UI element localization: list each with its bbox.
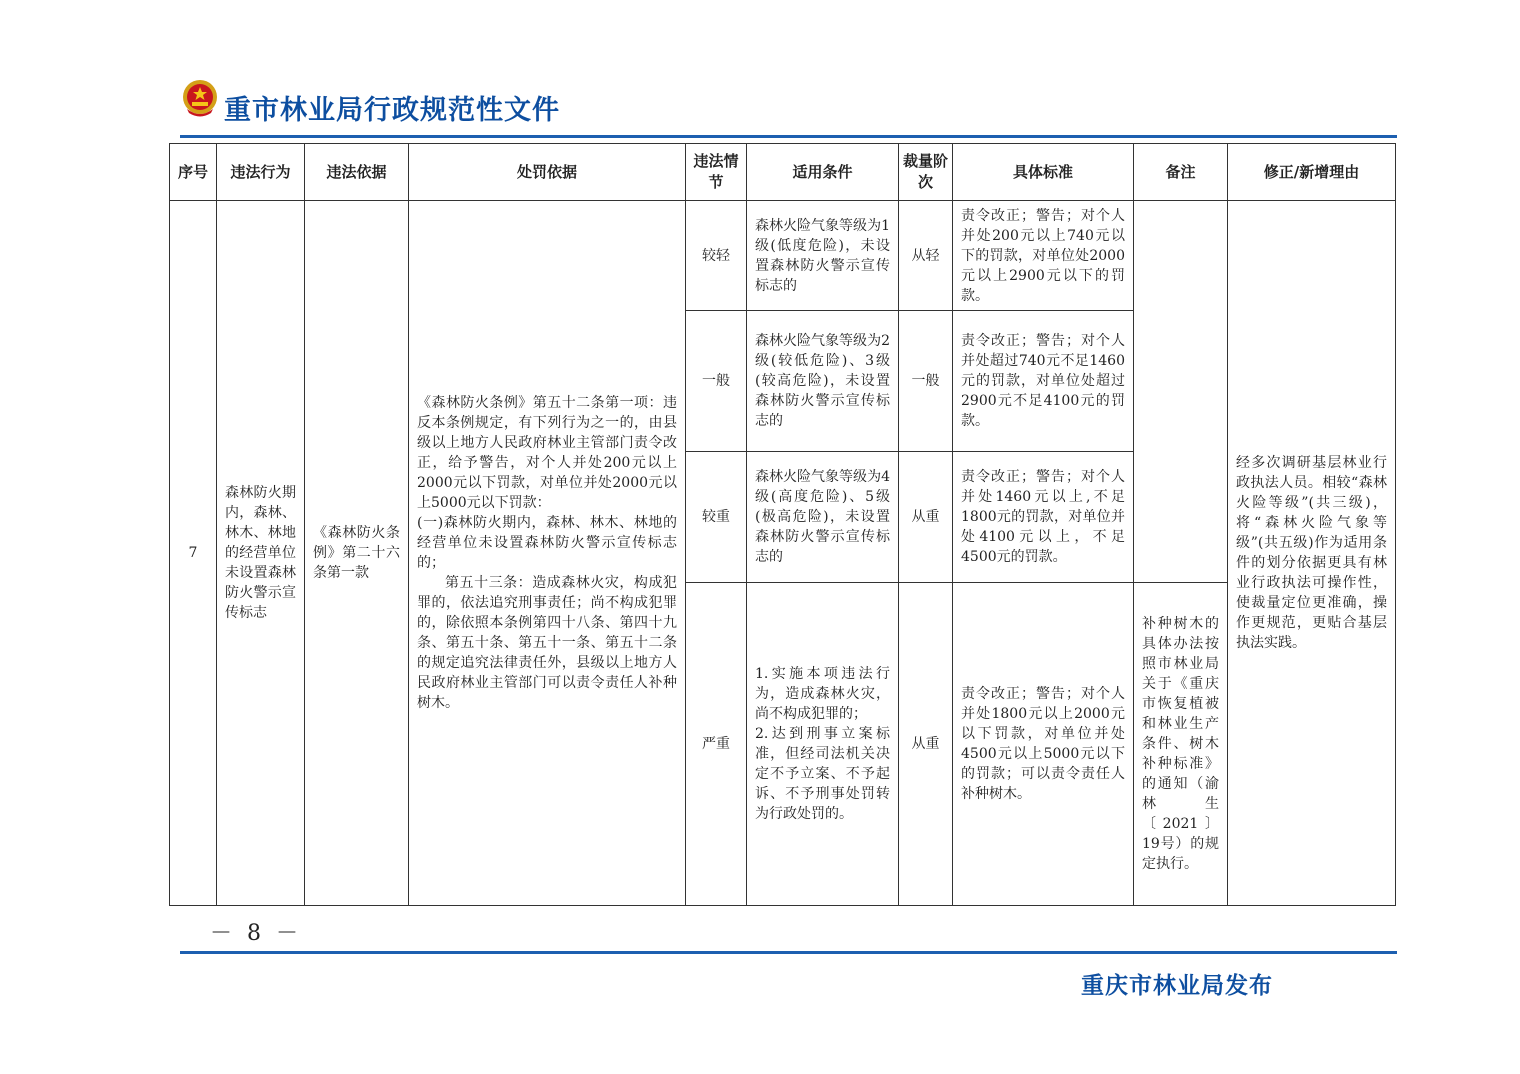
- column-header: 具体标准: [953, 144, 1134, 201]
- header-rule: [180, 135, 1397, 138]
- circumstance-cell: 较轻: [686, 201, 747, 311]
- remark-empty-cell: [1134, 201, 1228, 583]
- violation-basis: 《森林防火条例》第二十六条第一款: [305, 201, 409, 906]
- condition-cell: 森林火险气象等级为1级(低度危险)，未设置森林防火警示宣传标志的: [747, 201, 899, 311]
- tier-cell: 从重: [899, 582, 953, 905]
- remark-cell: 补种树木的具体办法按照市林业局关于《重庆市恢复植被和林业生产条件、树木补种标准》的通知（渝林生〔2021〕19号）的规定执行。: [1134, 582, 1228, 905]
- column-header: 备注: [1134, 144, 1228, 201]
- circumstance-cell: 严重: [686, 582, 747, 905]
- column-header: 违法情节: [686, 144, 747, 201]
- table-header-row: [170, 144, 1396, 201]
- tier-cell: 从重: [899, 452, 953, 583]
- document-header-title: 重市林业局行政规范性文件: [224, 95, 560, 126]
- standard-cell: 责令改正；警告；对个人并处超过740元不足1460元的罚款，对单位处超过2900元不足4100元的罚款。: [953, 311, 1134, 452]
- condition-cell: 森林火险气象等级为2级(较低危险)、3级(较高危险)，未设置森林防火警示宣传标志的: [747, 311, 899, 452]
- condition-cell: [747, 582, 899, 905]
- column-header: 处罚依据: [409, 144, 686, 201]
- penalty-basis-paragraph: 第五十三条：造成森林火灾，构成犯罪的，依法追究刑事责任；尚不构成犯罪的，除依照本条例第四十八条、第四十九条、第五十条、第五十一条、第五十二条的规定追究法律责任外，县级以上地方人民政府林业主管部门可以责令责任人补种树木。: [417, 575, 677, 711]
- column-header: 裁量阶次: [899, 144, 953, 201]
- table-row: [170, 201, 1396, 311]
- standard-cell: 责令改正；警告；对个人并处1460元以上,不足1800元的罚款，对单位并处4100元以上，不足4500元的罚款。: [953, 452, 1134, 583]
- column-header: 修正/新增理由: [1228, 144, 1396, 201]
- condition-item: 1.实施本项违法行为，造成森林火灾，尚不构成犯罪的；: [755, 665, 890, 722]
- standard-cell: 责令改正；警告；对个人并处200元以上740元以下的罚款，对单位处2000元以上2900元以下的罚款。: [953, 201, 1134, 311]
- penalty-basis: [409, 201, 686, 906]
- column-header: 序号: [170, 144, 217, 201]
- page-number: － 8 －: [210, 921, 302, 946]
- condition-cell: 森林火险气象等级为4级(高度危险)、5级(极高危险)，未设置森林防火警示宣传标志的: [747, 452, 899, 583]
- column-header: 违法行为: [217, 144, 305, 201]
- tier-cell: 一般: [899, 311, 953, 452]
- national-emblem-icon: [181, 79, 219, 119]
- column-header: 适用条件: [747, 144, 899, 201]
- revision-reason: 经多次调研基层林业行政执法人员。相较“森林火险等级”(共三级)，将“森林火险气象等级”(共五级)作为适用条件的划分依据更具有林业行政执法可操作性，使裁量定位更准确，操作更规范，更贴合基层执法实践。: [1228, 201, 1396, 906]
- penalty-basis-paragraph: 《森林防火条例》第五十二条第一项：违反本条例规定，有下列行为之一的，由县级以上地方人民政府林业主管部门责令改正，给予警告，对个人并处200元以上2000元以下罚款，对单位并处2000元以上5000元以下罚款：: [417, 395, 677, 511]
- circumstance-cell: 一般: [686, 311, 747, 452]
- penalty-discretion-table: [169, 143, 1396, 906]
- condition-item: 2.达到刑事立案标准，但经司法机关决定不予立案、不予起诉、不予刑事处罚转为行政处罚的。: [755, 725, 890, 822]
- tier-cell: 从轻: [899, 201, 953, 311]
- circumstance-cell: 较重: [686, 452, 747, 583]
- footer-publisher: 重庆市林业局发布: [1081, 973, 1273, 999]
- sequence-number: 7: [170, 201, 217, 906]
- violation-behavior: 森林防火期内，森林、林木、林地的经营单位未设置森林防火警示宣传标志: [217, 201, 305, 906]
- standard-cell: 责令改正；警告；对个人并处1800元以上2000元以下罚款，对单位并处4500元以上5000元以下的罚款；可以责令责任人补种树木。: [953, 582, 1134, 905]
- penalty-basis-paragraph: (一)森林防火期内，森林、林木、林地的经营单位未设置森林防火警示宣传标志的；: [417, 515, 677, 571]
- footer-rule: [180, 951, 1397, 954]
- column-header: 违法依据: [305, 144, 409, 201]
